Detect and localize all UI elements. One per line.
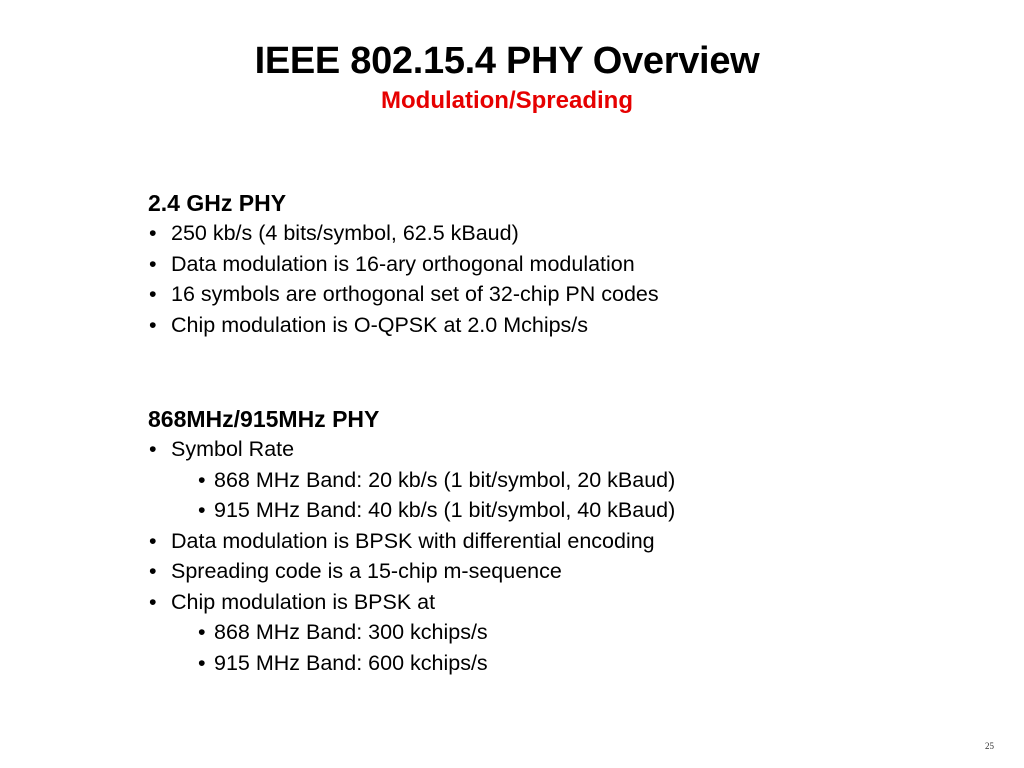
bullet-list <box>148 434 908 678</box>
sub-bullet-item <box>148 617 908 648</box>
bullet-item <box>148 526 908 557</box>
section-868-915-mhz-phy <box>148 404 908 678</box>
bullet-item <box>148 587 908 618</box>
bullet-marker: • <box>198 620 206 644</box>
sub-bullet-item <box>148 465 908 496</box>
bullet-item <box>148 249 908 280</box>
bullet-marker: • <box>149 437 157 461</box>
bullet-text: Symbol Rate <box>171 437 295 461</box>
bullet-text: Data modulation is 16-ary orthogonal modulation <box>171 251 635 276</box>
bullet-item <box>148 310 908 341</box>
bullet-marker: • <box>149 282 157 306</box>
bullet-item <box>148 434 908 465</box>
bullet-marker: • <box>149 251 157 276</box>
bullet-text: Chip modulation is O-QPSK at 2.0 Mchips/s <box>171 312 589 337</box>
bullet-text: 915 MHz Band: 600 kchips/s <box>214 650 488 675</box>
bullet-text: 868 MHz Band: 300 kchips/s <box>214 620 488 644</box>
bullet-marker: • <box>198 467 206 492</box>
page-number: 25 <box>985 741 994 751</box>
bullet-item <box>148 218 908 249</box>
bullet-marker: • <box>149 589 157 614</box>
bullet-marker: • <box>149 559 157 583</box>
bullet-text: Spreading code is a 15-chip m-sequence <box>171 559 562 583</box>
section-2-4-ghz-phy <box>148 188 908 340</box>
bullet-marker: • <box>198 650 206 675</box>
sub-bullet-item <box>148 648 908 679</box>
bullet-text: 250 kb/s (4 bits/symbol, 62.5 kBaud) <box>171 221 519 245</box>
bullet-text: Chip modulation is BPSK at <box>171 589 436 614</box>
slide-title: IEEE 802.15.4 PHY Overview <box>254 40 760 82</box>
bullet-text: 868 MHz Band: 20 kb/s (1 bit/symbol, 20 kBaud) <box>214 467 676 492</box>
bullet-item <box>148 556 908 587</box>
section-heading: 868MHz/915MHz PHY <box>148 406 380 432</box>
bullet-text: 16 symbols are orthogonal set of 32-chip PN codes <box>171 282 659 306</box>
bullet-list <box>148 218 908 340</box>
bullet-text: Data modulation is BPSK with differential encoding <box>171 528 655 553</box>
bullet-item <box>148 279 908 310</box>
section-heading: 2.4 GHz PHY <box>148 190 287 216</box>
bullet-marker: • <box>149 221 157 245</box>
bullet-marker: • <box>198 498 206 522</box>
bullet-marker: • <box>149 528 157 553</box>
slide-subtitle: Modulation/Spreading <box>381 87 633 114</box>
bullet-text: 915 MHz Band: 40 kb/s (1 bit/symbol, 40 kBaud) <box>214 498 676 522</box>
bullet-marker: • <box>149 312 157 337</box>
sub-bullet-item <box>148 495 908 526</box>
